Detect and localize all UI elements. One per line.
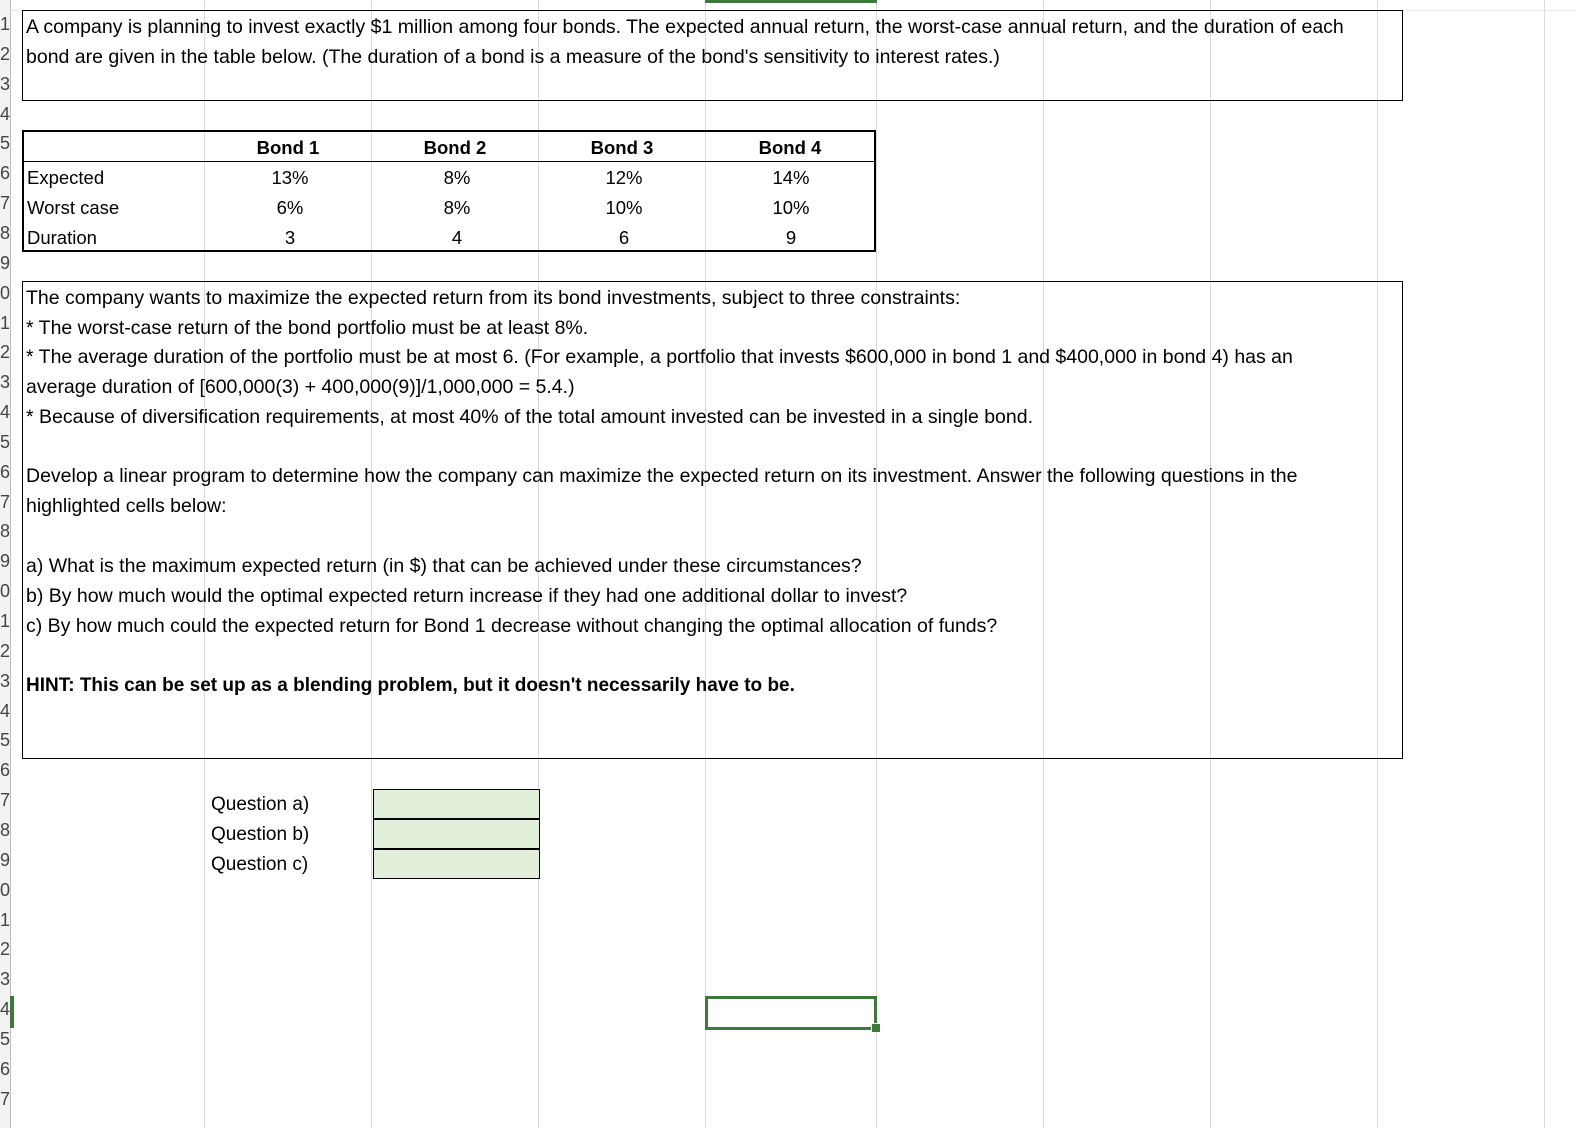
row-number[interactable]: 3 (0, 670, 10, 691)
row-label-worst-case[interactable]: Worst case (27, 197, 120, 218)
problem-line: The company wants to maximize the expected return from its bond investments, subject to three constraints: (26, 287, 961, 309)
row-number[interactable]: 1 (0, 14, 10, 34)
row-number[interactable]: 5 (0, 730, 10, 751)
row-number[interactable]: 1 (0, 611, 10, 631)
row-number[interactable]: 1 (0, 909, 10, 930)
row-number[interactable]: 3 (0, 73, 10, 94)
row-number[interactable]: 2 (0, 342, 10, 363)
row-number[interactable]: 1 (0, 312, 10, 333)
column-gridline (1544, 0, 1545, 1128)
row-number[interactable]: 7 (0, 790, 10, 811)
row-number[interactable]: 5 (0, 133, 10, 154)
row-header-column[interactable] (0, 0, 11, 1128)
answer-cell-a[interactable] (373, 789, 540, 819)
row-number[interactable]: 4 (0, 999, 10, 1020)
row-label-expected[interactable]: Expected (27, 167, 105, 188)
active-row-indicator (10, 996, 14, 1028)
row-number[interactable]: 5 (0, 1028, 10, 1049)
row-number[interactable]: 2 (0, 939, 10, 960)
row-number[interactable]: 9 (0, 849, 10, 870)
question-b-text: b) By how much would the optimal expected return increase if they had one additional dollar to invest? (26, 585, 908, 607)
row-number[interactable]: 8 (0, 222, 10, 243)
row-number[interactable]: 7 (0, 491, 10, 512)
row-number[interactable]: 6 (0, 760, 10, 781)
expected-bond-3[interactable]: 12% (605, 167, 643, 188)
answer-cell-c[interactable] (373, 849, 540, 879)
worst-case-bond-2[interactable]: 8% (443, 197, 471, 218)
row-number[interactable]: 9 (0, 252, 10, 273)
duration-bond-4[interactable]: 9 (785, 227, 797, 248)
row-number[interactable]: 9 (0, 551, 10, 572)
row-label-duration[interactable]: Duration (27, 227, 97, 248)
row-number[interactable]: 6 (0, 461, 10, 482)
row-number[interactable]: 6 (0, 163, 10, 184)
duration-bond-3[interactable]: 6 (618, 227, 630, 248)
table-header-divider (24, 161, 874, 162)
question-c-text: c) By how much could the expected return for Bond 1 decrease without changing the optimal allocation of funds? (26, 615, 998, 637)
row-number[interactable]: 8 (0, 819, 10, 840)
row-number[interactable]: 7 (0, 193, 10, 214)
fill-handle[interactable] (871, 1023, 881, 1033)
header-bond-4[interactable]: Bond 4 (758, 137, 822, 158)
row-number[interactable]: 0 (0, 879, 10, 900)
row-number[interactable]: 0 (0, 581, 10, 602)
question-b-label: Question b) (211, 824, 310, 845)
problem-line: * The average duration of the portfolio must be at most 6. (For example, a portfolio that invests $600,000 in bond 1 and $400,000 in bond 4) has an (26, 346, 1293, 368)
worst-case-bond-1[interactable]: 6% (276, 197, 304, 218)
row-number[interactable]: 0 (0, 282, 10, 303)
row-number[interactable]: 8 (0, 521, 10, 542)
header-bond-3[interactable]: Bond 3 (590, 137, 654, 158)
worst-case-bond-3[interactable]: 10% (605, 197, 643, 218)
active-cell-selection[interactable] (705, 996, 877, 1030)
row-number[interactable]: 4 (0, 402, 10, 423)
problem-line: Develop a linear program to determine how the company can maximize the expected return on its investment. Answer the following questions in the (26, 465, 1298, 487)
problem-line: * The worst-case return of the bond portfolio must be at least 8%. (26, 317, 589, 339)
question-a-text: a) What is the maximum expected return (in $) that can be achieved under these circumstances? (26, 555, 862, 577)
row-number[interactable]: 4 (0, 103, 10, 124)
row-number[interactable]: 5 (0, 431, 10, 452)
row-number[interactable]: 4 (0, 700, 10, 721)
worst-case-bond-4[interactable]: 10% (772, 197, 810, 218)
hint-text: HINT: This can be set up as a blending problem, but it doesn't necessarily have to be. (26, 675, 795, 696)
expected-bond-4[interactable]: 14% (772, 167, 810, 188)
row-number[interactable]: 2 (0, 640, 10, 661)
row-number[interactable]: 3 (0, 372, 10, 393)
expected-bond-1[interactable]: 13% (271, 167, 309, 188)
intro-line-1: A company is planning to invest exactly $1 million among four bonds. The expected annual return, the worst-case annual return, and the duration of each (26, 16, 1344, 38)
header-bond-2[interactable]: Bond 2 (423, 137, 487, 158)
selected-column-indicator (705, 0, 877, 3)
row-number[interactable]: 3 (0, 969, 10, 990)
duration-bond-1[interactable]: 3 (284, 227, 296, 248)
duration-bond-2[interactable]: 4 (451, 227, 463, 248)
question-c-label: Question c) (211, 854, 309, 875)
problem-line: * Because of diversification requirements, at most 40% of the total amount invested can be invested in a single bond. (26, 406, 1034, 428)
problem-line: highlighted cells below: (26, 495, 227, 517)
intro-line-2: bond are given in the table below. (The duration of a bond is a measure of the bond's sensitivity to interest rates.) (26, 46, 1000, 68)
expected-bond-2[interactable]: 8% (443, 167, 471, 188)
question-a-label: Question a) (211, 794, 310, 815)
header-bond-1[interactable]: Bond 1 (256, 137, 320, 158)
row-number[interactable]: 6 (0, 1058, 10, 1079)
row-number[interactable]: 7 (0, 1088, 10, 1109)
answer-cell-b[interactable] (373, 819, 540, 849)
problem-line: average duration of [600,000(3) + 400,000(9)]/1,000,000 = 5.4.) (26, 376, 575, 398)
row-number[interactable]: 2 (0, 43, 10, 64)
